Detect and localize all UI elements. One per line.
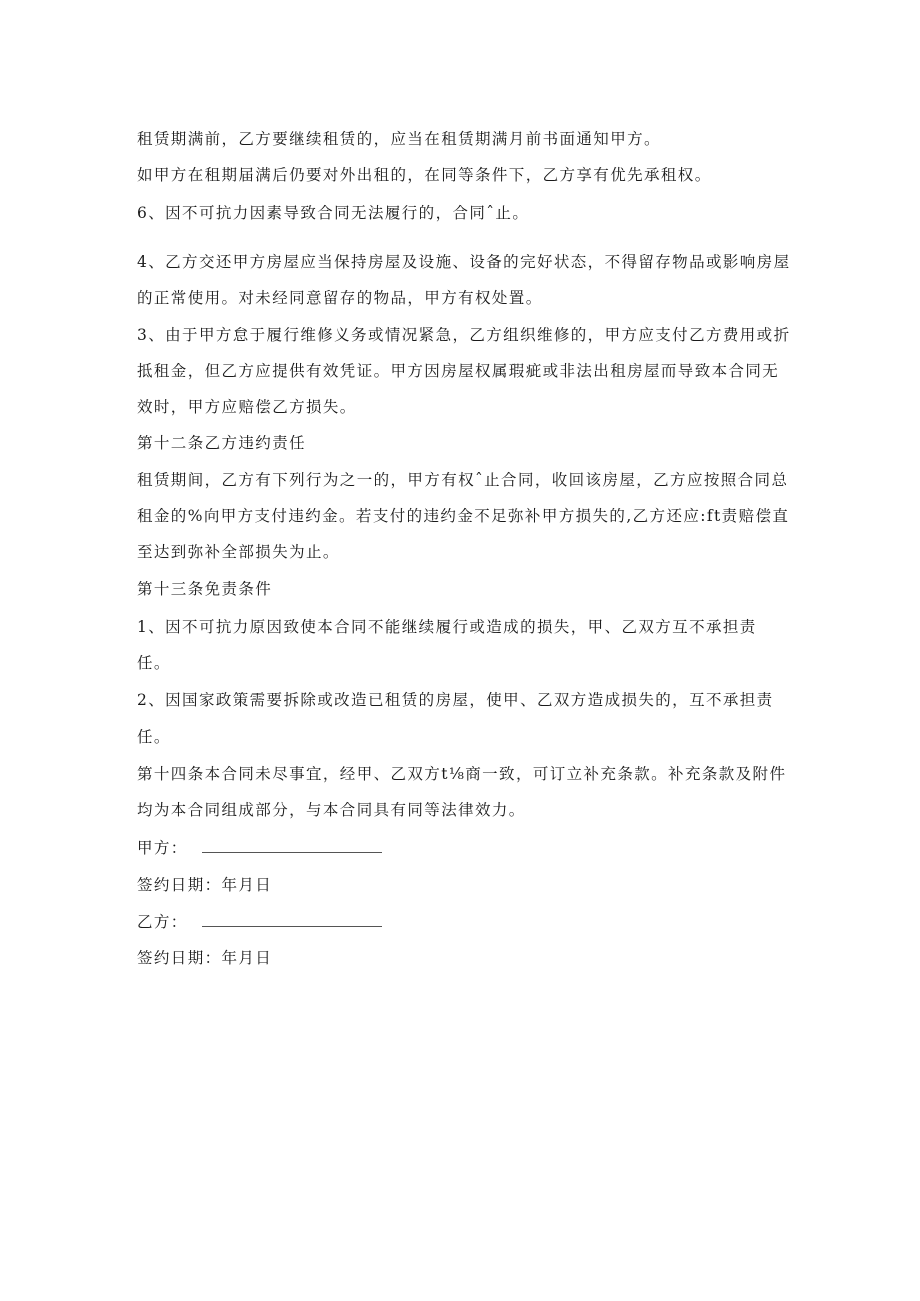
paragraph-line: 3、由于甲方怠于履行维修义务或情况紧急，乙方组织维修的，甲方应支付乙方费用或折: [137, 326, 791, 344]
paragraph-line: 第十四条本合同未尽事宜，经甲、乙双方t⅛商一致，可订立补充条款。补充条款及附件: [137, 765, 787, 783]
party-b-signature-line: [202, 914, 382, 927]
section-heading: 第十二条乙方违约责任: [137, 434, 307, 452]
section-heading: 第十三条免责条件: [137, 580, 273, 598]
paragraph-line: 任。: [137, 728, 171, 746]
paragraph-line: 1、因不可抗力原因致使本合同不能继续履行或造成的损失，甲、乙双方互不承担责: [137, 618, 757, 636]
paragraph-line: 租赁期间，乙方有下列行为之一的，甲方有权ˆ止合同，收回该房屋，乙方应按照合同总: [137, 471, 789, 489]
party-a-sign-date: 签约日期：年月日: [137, 876, 273, 894]
paragraph-line: 4、乙方交还甲方房屋应当保持房屋及设施、设备的完好状态，不得留存物品或影响房屋: [137, 253, 791, 271]
paragraph-line: 租赁期满前，乙方要继续租赁的，应当在租赁期满月前书面通知甲方。: [137, 130, 661, 148]
party-b-sign-date: 签约日期：年月日: [137, 949, 273, 967]
paragraph-line: 至达到弥补全部损失为止。: [137, 543, 340, 561]
paragraph-line: 抵租金，但乙方应提供有效凭证。甲方因房屋权属瑕疵或非法出租房屋而导致本合同无: [137, 362, 780, 380]
paragraph-line: 6、因不可抗力因素导致合同无法履行的，合同ˆ止。: [137, 204, 530, 222]
party-b-signature: [137, 912, 382, 932]
party-a-signature-line: [202, 840, 382, 853]
paragraph-line: 如甲方在租期届满后仍要对外出租的，在同等条件下，乙方享有优先承租权。: [137, 166, 712, 184]
paragraph-line: 的正常使用。对未经同意留存的物品，甲方有权处置。: [137, 289, 543, 307]
paragraph-line: 租金的%向甲方支付违约金。若支付的违约金不足弥补甲方损失的,乙方还应:ft责赔偿直: [137, 507, 790, 525]
party-a-signature: [137, 838, 382, 858]
paragraph-line: 均为本合同组成部分，与本合同具有同等法律效力。: [137, 801, 526, 819]
paragraph-line: 任。: [137, 654, 171, 672]
paragraph-line: 2、因国家政策需要拆除或改造已租赁的房屋，使甲、乙双方造成损失的，互不承担责: [137, 691, 774, 709]
party-b-label: 乙方：: [137, 913, 188, 931]
party-a-label: 甲方：: [137, 839, 188, 857]
paragraph-line: 效时，甲方应赔偿乙方损失。: [137, 398, 357, 416]
